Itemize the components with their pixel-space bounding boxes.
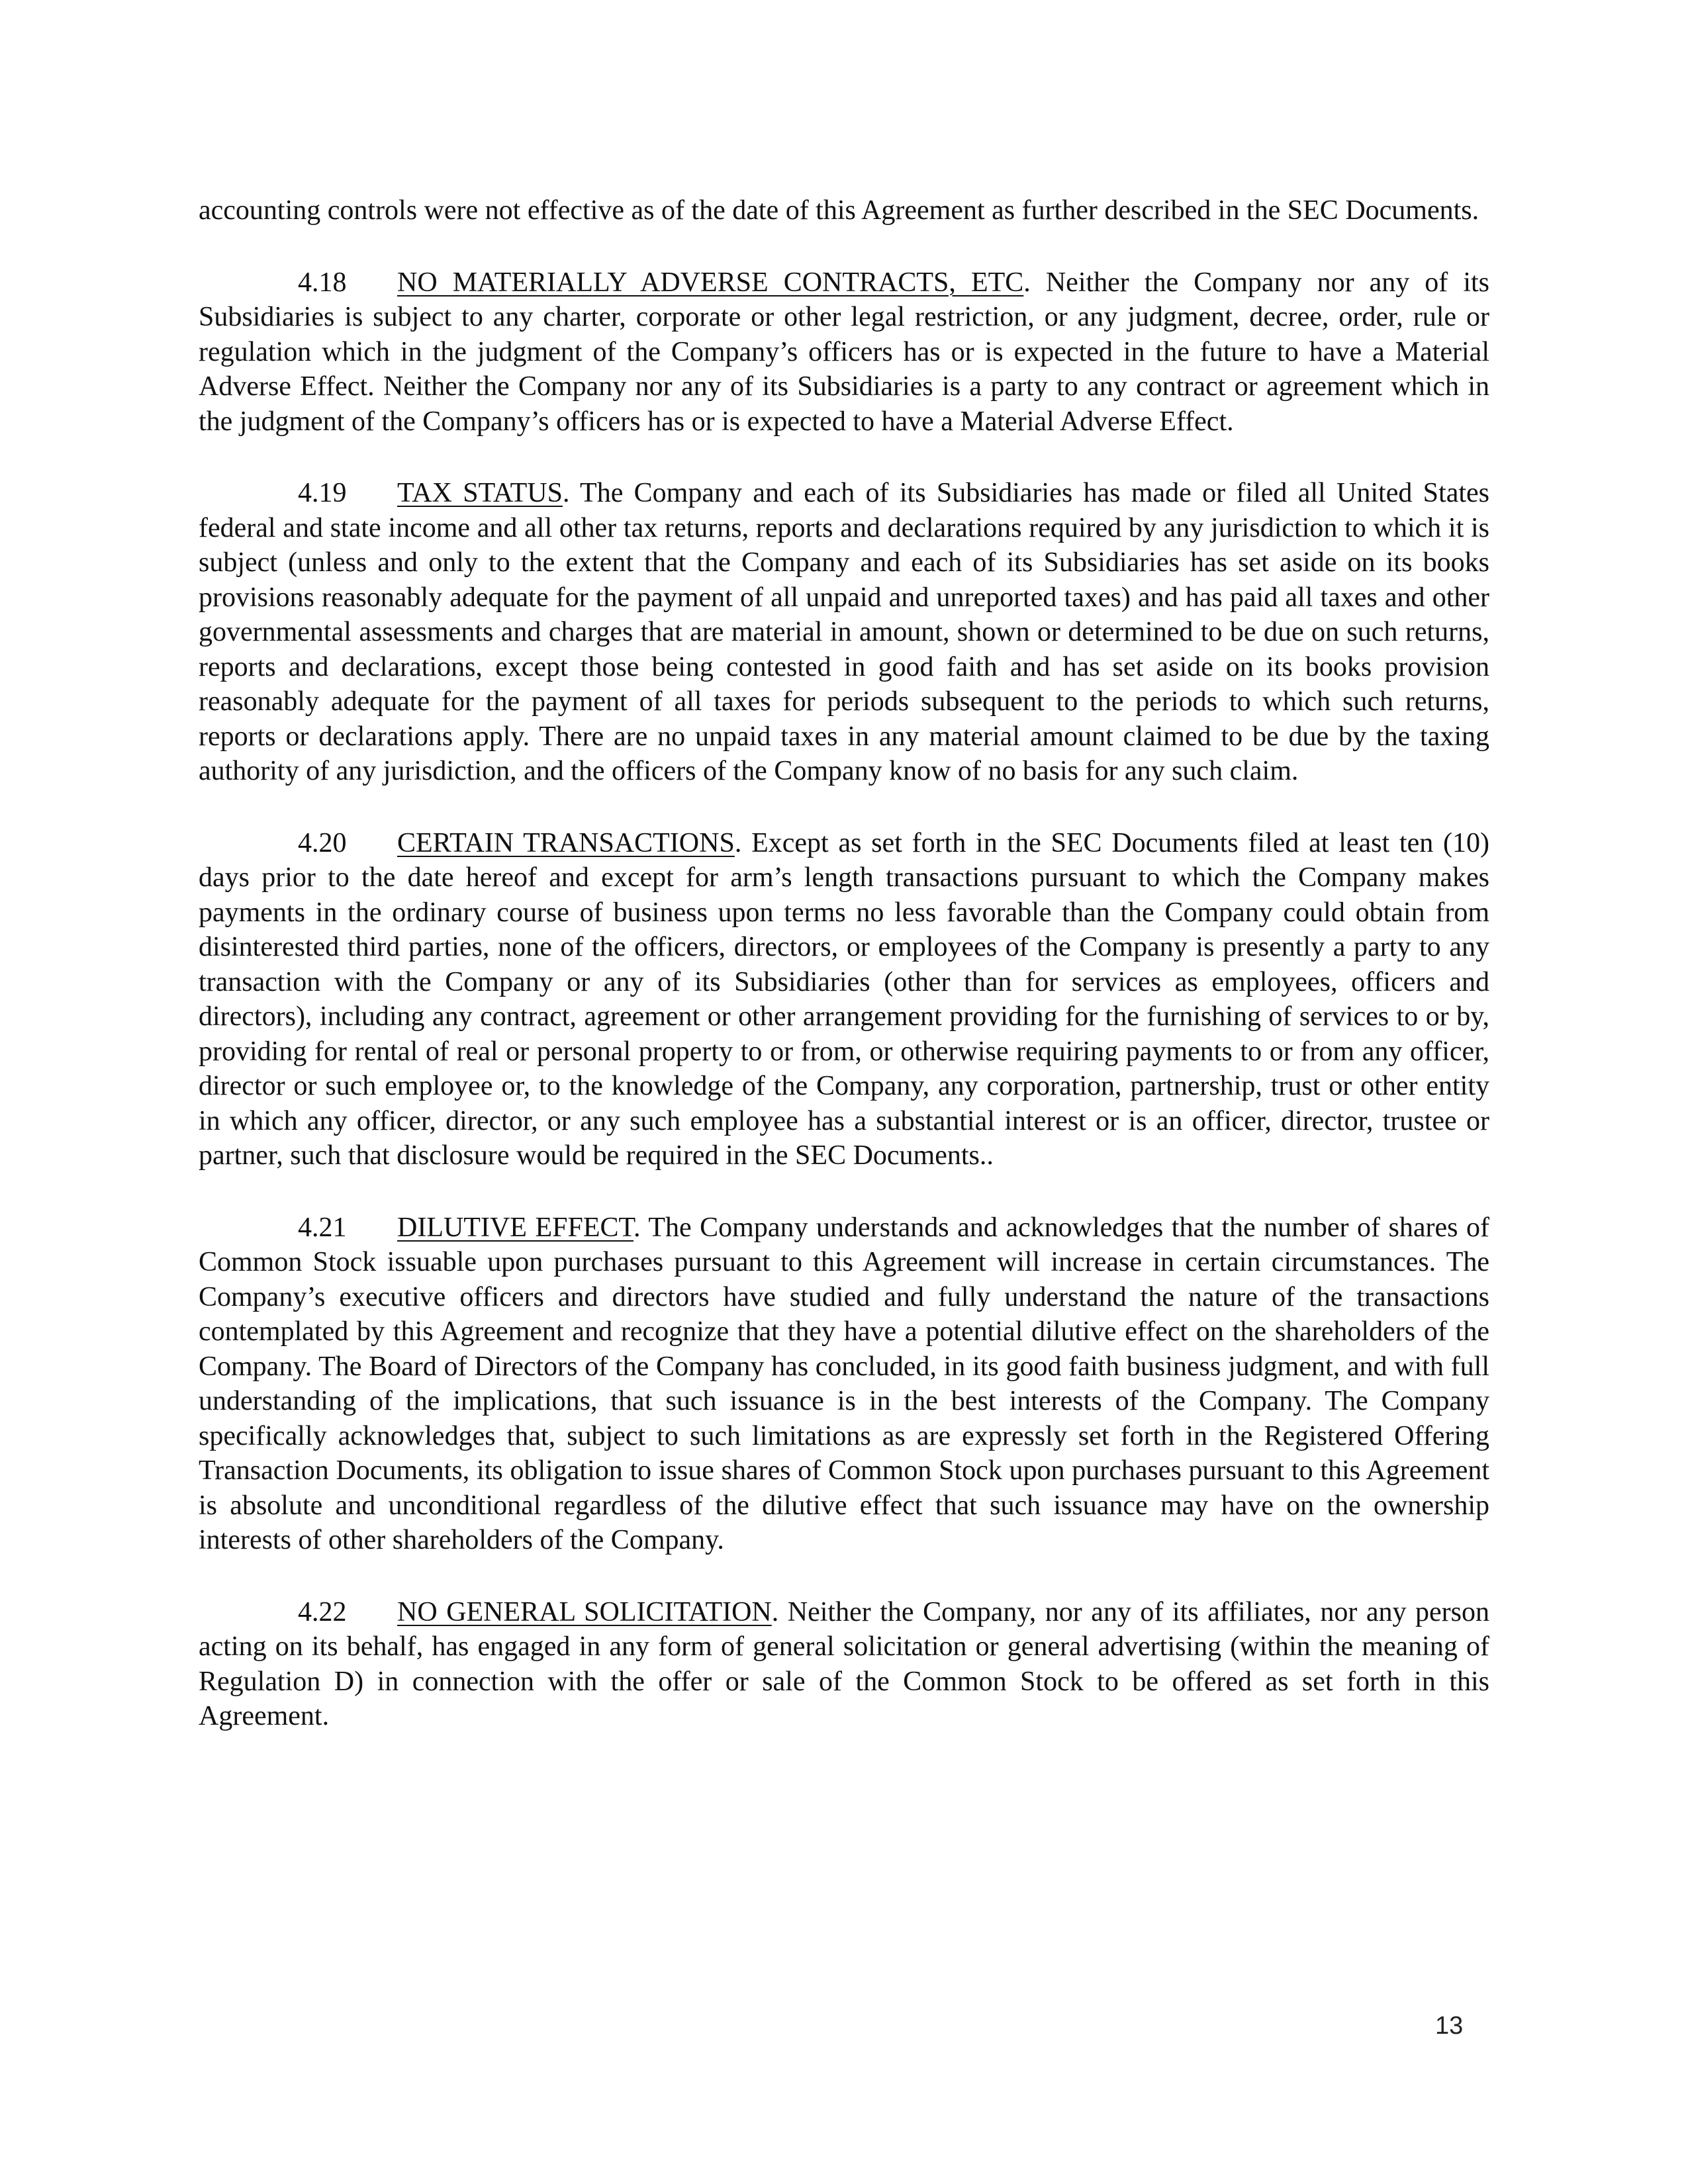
section-number: 4.20: [298, 827, 347, 858]
continuation-paragraph: accounting controls were not effective as of the date of this Agreement as further described in the SEC Documents.: [199, 195, 1479, 226]
section-body: . The Company and each of its Subsidiaries has made or filed all United States federal and state income and all other tax returns, reports and declarations required by any jurisdiction to which it is subject (unless and only to the extent that the Company and each of its Subsidiaries has set aside on its books provisions reasonably adequate for the payment of all unpaid and unreported taxes) and has paid all taxes and other governmental assessments and charges that are material in amount, shown or determined to be due on such returns, reports and declarations, except those being contested in good faith and has set aside on its books provision reasonably adequate for the payment of all taxes for periods subsequent to the periods to which such returns, reports or declarations apply. There are no unpaid taxes in any material amount claimed to be due by the taxing authority of any jurisdiction, and the officers of the Company know of no basis for any such claim.: [199, 478, 1490, 786]
section-body: . Except as set forth in the SEC Documents filed at least ten (10) days prior to the date hereof and except for arm’s length transactions pursuant to which the Company makes payments in the ordinary course of business upon terms no less favorable than the Company could obtain from disinterested third parties, none of the officers, directors, or employees of the Company is presently a party to any transaction with the Company or any of its Subsidiaries (other than for services as employees, officers and directors), including any contract, agreement or other arrangement providing for the furnishing of services to or by, providing for rental of real or personal property to or from, or otherwise requiring payments to or from any officer, director or such employee or, to the knowledge of the Company, any corporation, partnership, trust or other entity in which any officer, director, or any such employee has a substantial interest or is an officer, director, trustee or partner, such that disclosure would be required in the SEC Documents..: [199, 827, 1489, 1171]
document-page: [199, 193, 1489, 1734]
section-heading: NO MATERIALLY ADVERSE CONTRACTS, ETC: [397, 267, 1024, 298]
section-number: 4.21: [298, 1212, 347, 1243]
section-heading: TAX STATUS: [397, 478, 563, 508]
section-heading: CERTAIN TRANSACTIONS: [397, 827, 735, 858]
section-body: . Neither the Company nor any of its Subsidiaries is subject to any charter, corporate or other legal restriction, or any judgment, decree, order, rule or regulation which in the judgment of the Company’s officers has or is expected in the future to have a Material Adverse Effect. Neither the Company nor any of its Subsidiaries is a party to any contract or agreement which in the judgment of the Company’s officers has or is expected to have a Material Adverse Effect.: [199, 267, 1490, 437]
section-number: 4.19: [298, 478, 347, 508]
section-heading: NO GENERAL SOLICITATION: [397, 1596, 772, 1627]
section-4-20: [199, 826, 1489, 1173]
page-number: 13: [1435, 2012, 1464, 2040]
section-4-19: [199, 476, 1489, 789]
section-heading: DILUTIVE EFFECT: [397, 1212, 634, 1243]
section-4-21: [199, 1210, 1489, 1558]
section-number: 4.18: [298, 267, 347, 298]
section-4-18: [199, 265, 1489, 439]
section-4-22: [199, 1595, 1489, 1734]
section-body: . The Company understands and acknowledges that the number of shares of Common Stock issuable upon purchases pursuant to this Agreement will increase in certain circumstances. The Company’s executive officers and directors have studied and fully understand the nature of the transactions contemplated by this Agreement and recognize that they have a potential dilutive effect on the shareholders of the Company. The Board of Directors of the Company has concluded, in its good faith business judgment, and with full understanding of the implications, that such issuance is in the best interests of the Company. The Company specifically acknowledges that, subject to such limitations as are expressly set forth in the Registered Offering Transaction Documents, its obligation to issue shares of Common Stock upon purchases pursuant to this Agreement is absolute and unconditional regardless of the dilutive effect that such issuance may have on the ownership interests of other shareholders of the Company.: [199, 1212, 1489, 1555]
section-body: . Neither the Company, nor any of its affiliates, nor any person acting on its behalf, has engaged in any form of general solicitation or general advertising (within the meaning of Regulation D) in connection with the offer or sale of the Common Stock to be offered as set forth in this Agreement.: [199, 1596, 1489, 1731]
section-number: 4.22: [298, 1596, 347, 1627]
